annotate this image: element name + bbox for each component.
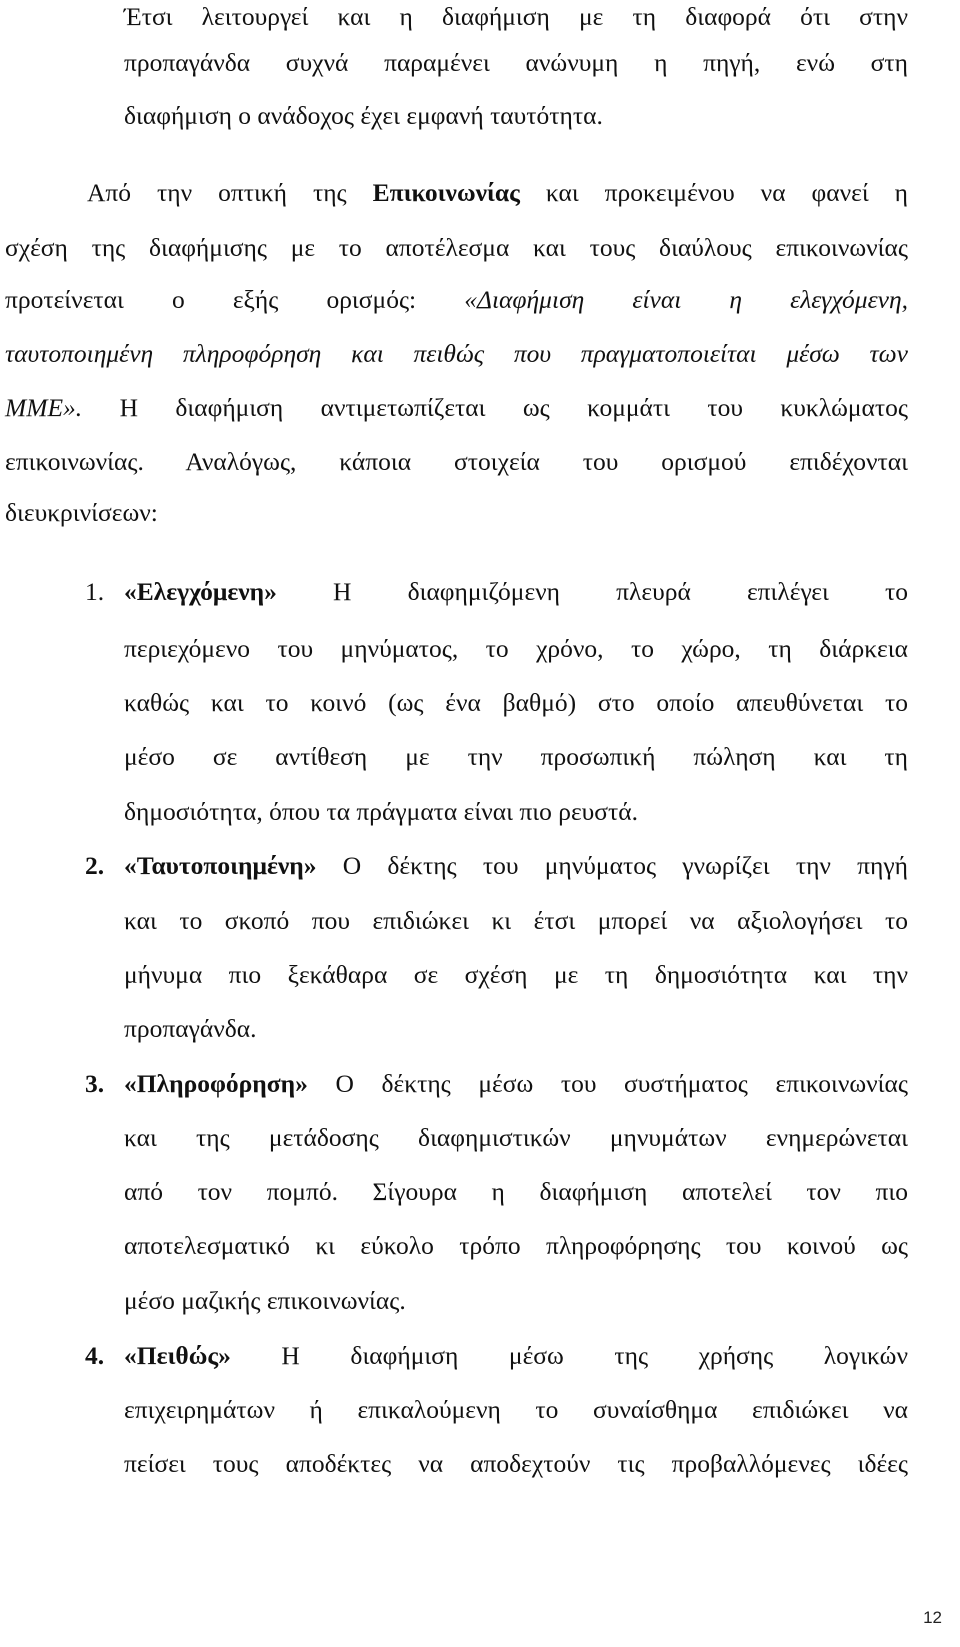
- bold-term: Επικοινωνίας: [372, 178, 520, 207]
- list-number: 2.: [85, 851, 105, 880]
- paragraph-line: [5, 339, 908, 369]
- list-term: «Πειθώς»: [124, 1341, 231, 1370]
- paragraph-line: προπαγάνδα συχνά παραμένει ανώνυμη η πηγή, ενώ στη: [124, 48, 908, 77]
- italic-definition: «Διαφήμιση είναι η ελεγχόμενη,: [464, 285, 908, 314]
- list-item-line: πείσει τους αποδέκτες να αποδεχτούν τις προβαλλόμενες ιδέες: [124, 1449, 908, 1478]
- list-item-line: μέσο σε αντίθεση με την προσωπική πώληση και τη: [124, 742, 908, 771]
- italic-definition: ΜΜΕ».: [5, 393, 83, 422]
- list-term: «Πληροφόρηση»: [124, 1069, 308, 1098]
- list-item-line: προπαγάνδα.: [124, 1014, 257, 1043]
- paragraph-line: διευκρινίσεων:: [5, 498, 158, 527]
- page-number: 12: [923, 1608, 942, 1627]
- list-item-line: «Ταυτοποιημένη» Ο δέκτης του μηνύματος γνωρίζει την πηγή: [124, 851, 908, 880]
- list-number: 1.: [85, 577, 105, 606]
- list-item-line: από τον πομπό. Σίγουρα η διαφήμιση αποτελεί τον πιο: [124, 1177, 908, 1206]
- list-number: 3.: [85, 1069, 105, 1098]
- paragraph-line: Έτσι λειτουργεί και η διαφήμιση με τη διαφορά ότι στην: [124, 2, 908, 31]
- list-item-line: «Ελεγχόμενη» Η διαφημιζόμενη πλευρά επιλέγει το: [124, 577, 908, 606]
- list-item-line: μέσο μαζικής επικοινωνίας.: [124, 1286, 406, 1315]
- list-item-line: και το σκοπό που επιδιώκει κι έτσι μπορεί να αξιολογήσει το: [124, 906, 908, 935]
- list-item-line: αποτελεσματικό κι εύκολο τρόπο πληροφόρησης του κοινού ως: [124, 1231, 908, 1260]
- paragraph-line: ΜΜΕ». Η διαφήμιση αντιμετωπίζεται ως κομμάτι του κυκλώματος: [5, 393, 908, 422]
- list-number: 4.: [85, 1341, 105, 1370]
- list-item-line: επιχειρημάτων ή επικαλούμενη το συναίσθημα επιδιώκει να: [124, 1395, 908, 1424]
- list-item-line: περιεχόμενο του μηνύματος, το χρόνο, το χώρο, τη διάρκεια: [124, 634, 908, 663]
- italic-definition: ταυτοποιημένη πληροφόρηση και πειθώς που πραγματοποιείται μέσω των: [5, 339, 908, 368]
- paragraph-line: προτείνεται ο εξής ορισμός: «Διαφήμιση είναι η ελεγχόμενη,: [5, 285, 908, 314]
- paragraph-line: Από την οπτική της Επικοινωνίας και προκειμένου να φανεί η: [87, 178, 908, 207]
- list-term: «Ταυτοποιημένη»: [124, 851, 317, 880]
- list-item-line: δημοσιότητα, όπου τα πράγματα είναι πιο ρευστά.: [124, 797, 639, 826]
- list-term: «Ελεγχόμενη»: [124, 577, 277, 606]
- paragraph-line: επικοινωνίας. Αναλόγως, κάποια στοιχεία του ορισμού επιδέχονται: [5, 447, 908, 476]
- list-item-line: «Πληροφόρηση» Ο δέκτης μέσω του συστήματος επικοινωνίας: [124, 1069, 908, 1098]
- list-item-line: μήνυμα πιο ξεκάθαρα σε σχέση με τη δημοσιότητα και την: [124, 960, 908, 989]
- list-item-line: και της μετάδοσης διαφημιστικών μηνυμάτων ενημερώνεται: [124, 1123, 908, 1152]
- paragraph-line: σχέση της διαφήμισης με το αποτέλεσμα και τους διαύλους επικοινωνίας: [5, 233, 908, 262]
- list-item-line: καθώς και το κοινό (ως ένα βαθμό) στο οποίο απευθύνεται το: [124, 688, 908, 717]
- list-item-line: «Πειθώς» Η διαφήμιση μέσω της χρήσης λογικών: [124, 1341, 908, 1370]
- paragraph-line: διαφήμιση ο ανάδοχος έχει εμφανή ταυτότητα.: [124, 101, 603, 130]
